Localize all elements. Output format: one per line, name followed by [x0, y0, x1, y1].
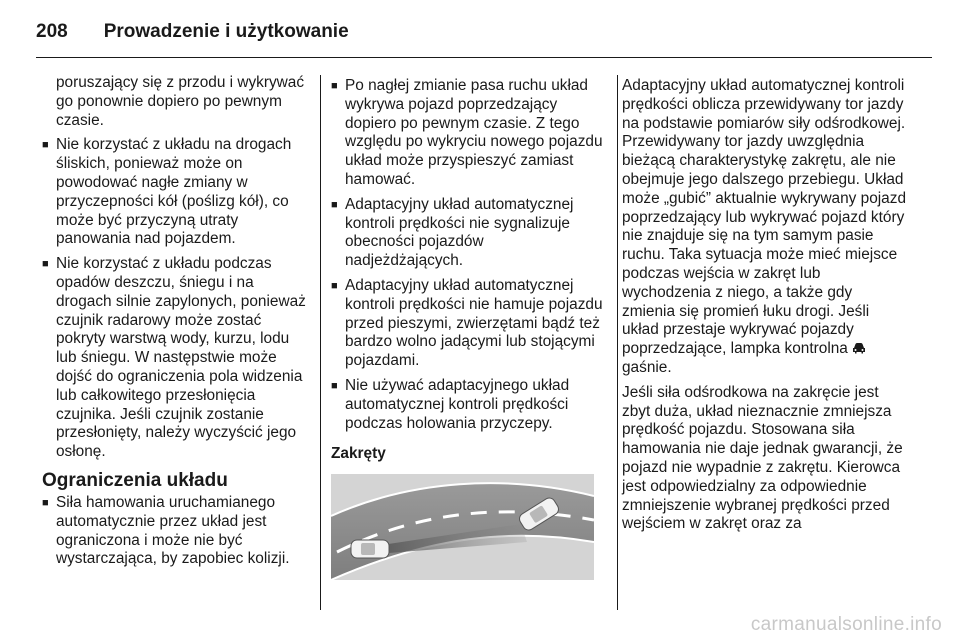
subheading: Zakręty — [331, 445, 386, 463]
page-number: 208 — [36, 21, 68, 42]
bullet-list — [42, 136, 310, 462]
page-title: Prowadzenie i użytkowanie — [103, 21, 349, 42]
list-item: ■ Siła hamowania uruchamianego automatycznie przez układ jest ograniczona i może nie być wystarczająca, by zapobiec kolizji. — [42, 493, 290, 568]
bullet-icon: ■ — [331, 80, 338, 92]
list-item: ■ Adaptacyjny układ automatycznej kontroli prędkości nie hamuje pojazdu przed pieszymi, zwierzętami bądź też bardzo wolno jadącymi lub stojącymi pojazdami. — [331, 276, 603, 370]
bullet-icon: ■ — [331, 279, 338, 292]
list-item: ■ Nie korzystać z układu na drogach śliskich, ponieważ może on powodować nagłe zmiany w przyczepności kół (poślizg kół), co może być przyczyną utraty panowania nad pojazdem. — [42, 136, 292, 248]
intro-paragraph: poruszający się z przodu i wykrywać go ponownie dopiero po pewnym czasie. — [56, 74, 305, 129]
list-item: ■ Po nagłej zmianie pasa ruchu układ wykrywa pojazd poprzedzający dopiero po pewnym czasie. Z tego względu po wykryciu nowego pojazdu układ może przyspieszyć zamiast hamować. — [331, 77, 603, 188]
paragraph: Adaptacyjny układ automatycznej kontroli prędkości oblicza przewidywany tor jazdy na podstawie pomiarów siły odśrodkowej. Przewidywany tor jazdy uwzględnia bieżącą charakterystykę zakrętu, ale nie obejmuje jego dalszego przebiegu. Układ może „gubić” aktualnie wykrywany pojazd poprzedzający lub wykrywać pojazd który nie znajduje się na tym samym pasie ruchu. Taka sytuacja może mieć miejsce podczas wejścia w zakręt lub wychodzenia z niego, a także gdy zmienia się promień łuku drogi. Jeśli układ przestaje wykrywać pojazdy poprzedzające, lampka kontrolna gaśnie. — [622, 77, 906, 376]
list-item: ■ Adaptacyjny układ automatycznej kontroli prędkości nie sygnalizuje obecności pojazdów nadjeżdżających. — [331, 195, 574, 270]
watermark: carmanualsonline.info — [750, 614, 942, 635]
curve-illustration — [331, 474, 594, 580]
paragraph: Jeśli siła odśrodkowa na zakręcie jest zbyt duża, układ nieznacznie zmniejsza prędkość pojazdu. Stosowana siła hamowania nie daje jednak gwarancji, że pojazd nie wypadnie z zakrętu. Kierowca jest odpowiedzialny za odpowiednie zmniejszenie wybranej prędkości przed wejściem w zakręt oraz za — [622, 383, 903, 533]
column-divider — [320, 75, 321, 610]
list-item: ■ Nie używać adaptacyjnego układ automatycznej kontroli prędkości podczas holowania przyczepy. — [331, 376, 570, 432]
bullet-icon: ■ — [331, 198, 338, 211]
vehicle-ahead-icon — [852, 342, 866, 354]
section-heading: Ograniczenia układu — [42, 469, 228, 491]
page-header — [36, 12, 349, 52]
column-3 — [622, 77, 907, 540]
column-divider — [617, 75, 618, 610]
car-icon — [351, 540, 389, 558]
bullet-icon: ■ — [42, 258, 49, 271]
list-item: ■ Nie korzystać z układu podczas opadów deszczu, śniegu i na drogach silnie zapylonych, ponieważ czujnik radarowy może zostać pokryty warstwą wody, kurzu, lodu lub śniegu. W następstwie może dojść do ograniczenia pola widzenia lub całkowitego przesłonięcia czujnika. Jeśli czujnik zostanie przesłonięty, należy wyczyścić jego osłonę. — [42, 255, 306, 461]
header-divider — [36, 57, 932, 58]
bullet-list — [331, 77, 603, 433]
column-1 — [42, 74, 310, 575]
column-2 — [331, 77, 603, 580]
bullet-icon: ■ — [42, 139, 49, 152]
bullet-icon: ■ — [331, 379, 338, 392]
bullet-list — [42, 494, 310, 569]
bullet-icon: ■ — [42, 496, 49, 509]
